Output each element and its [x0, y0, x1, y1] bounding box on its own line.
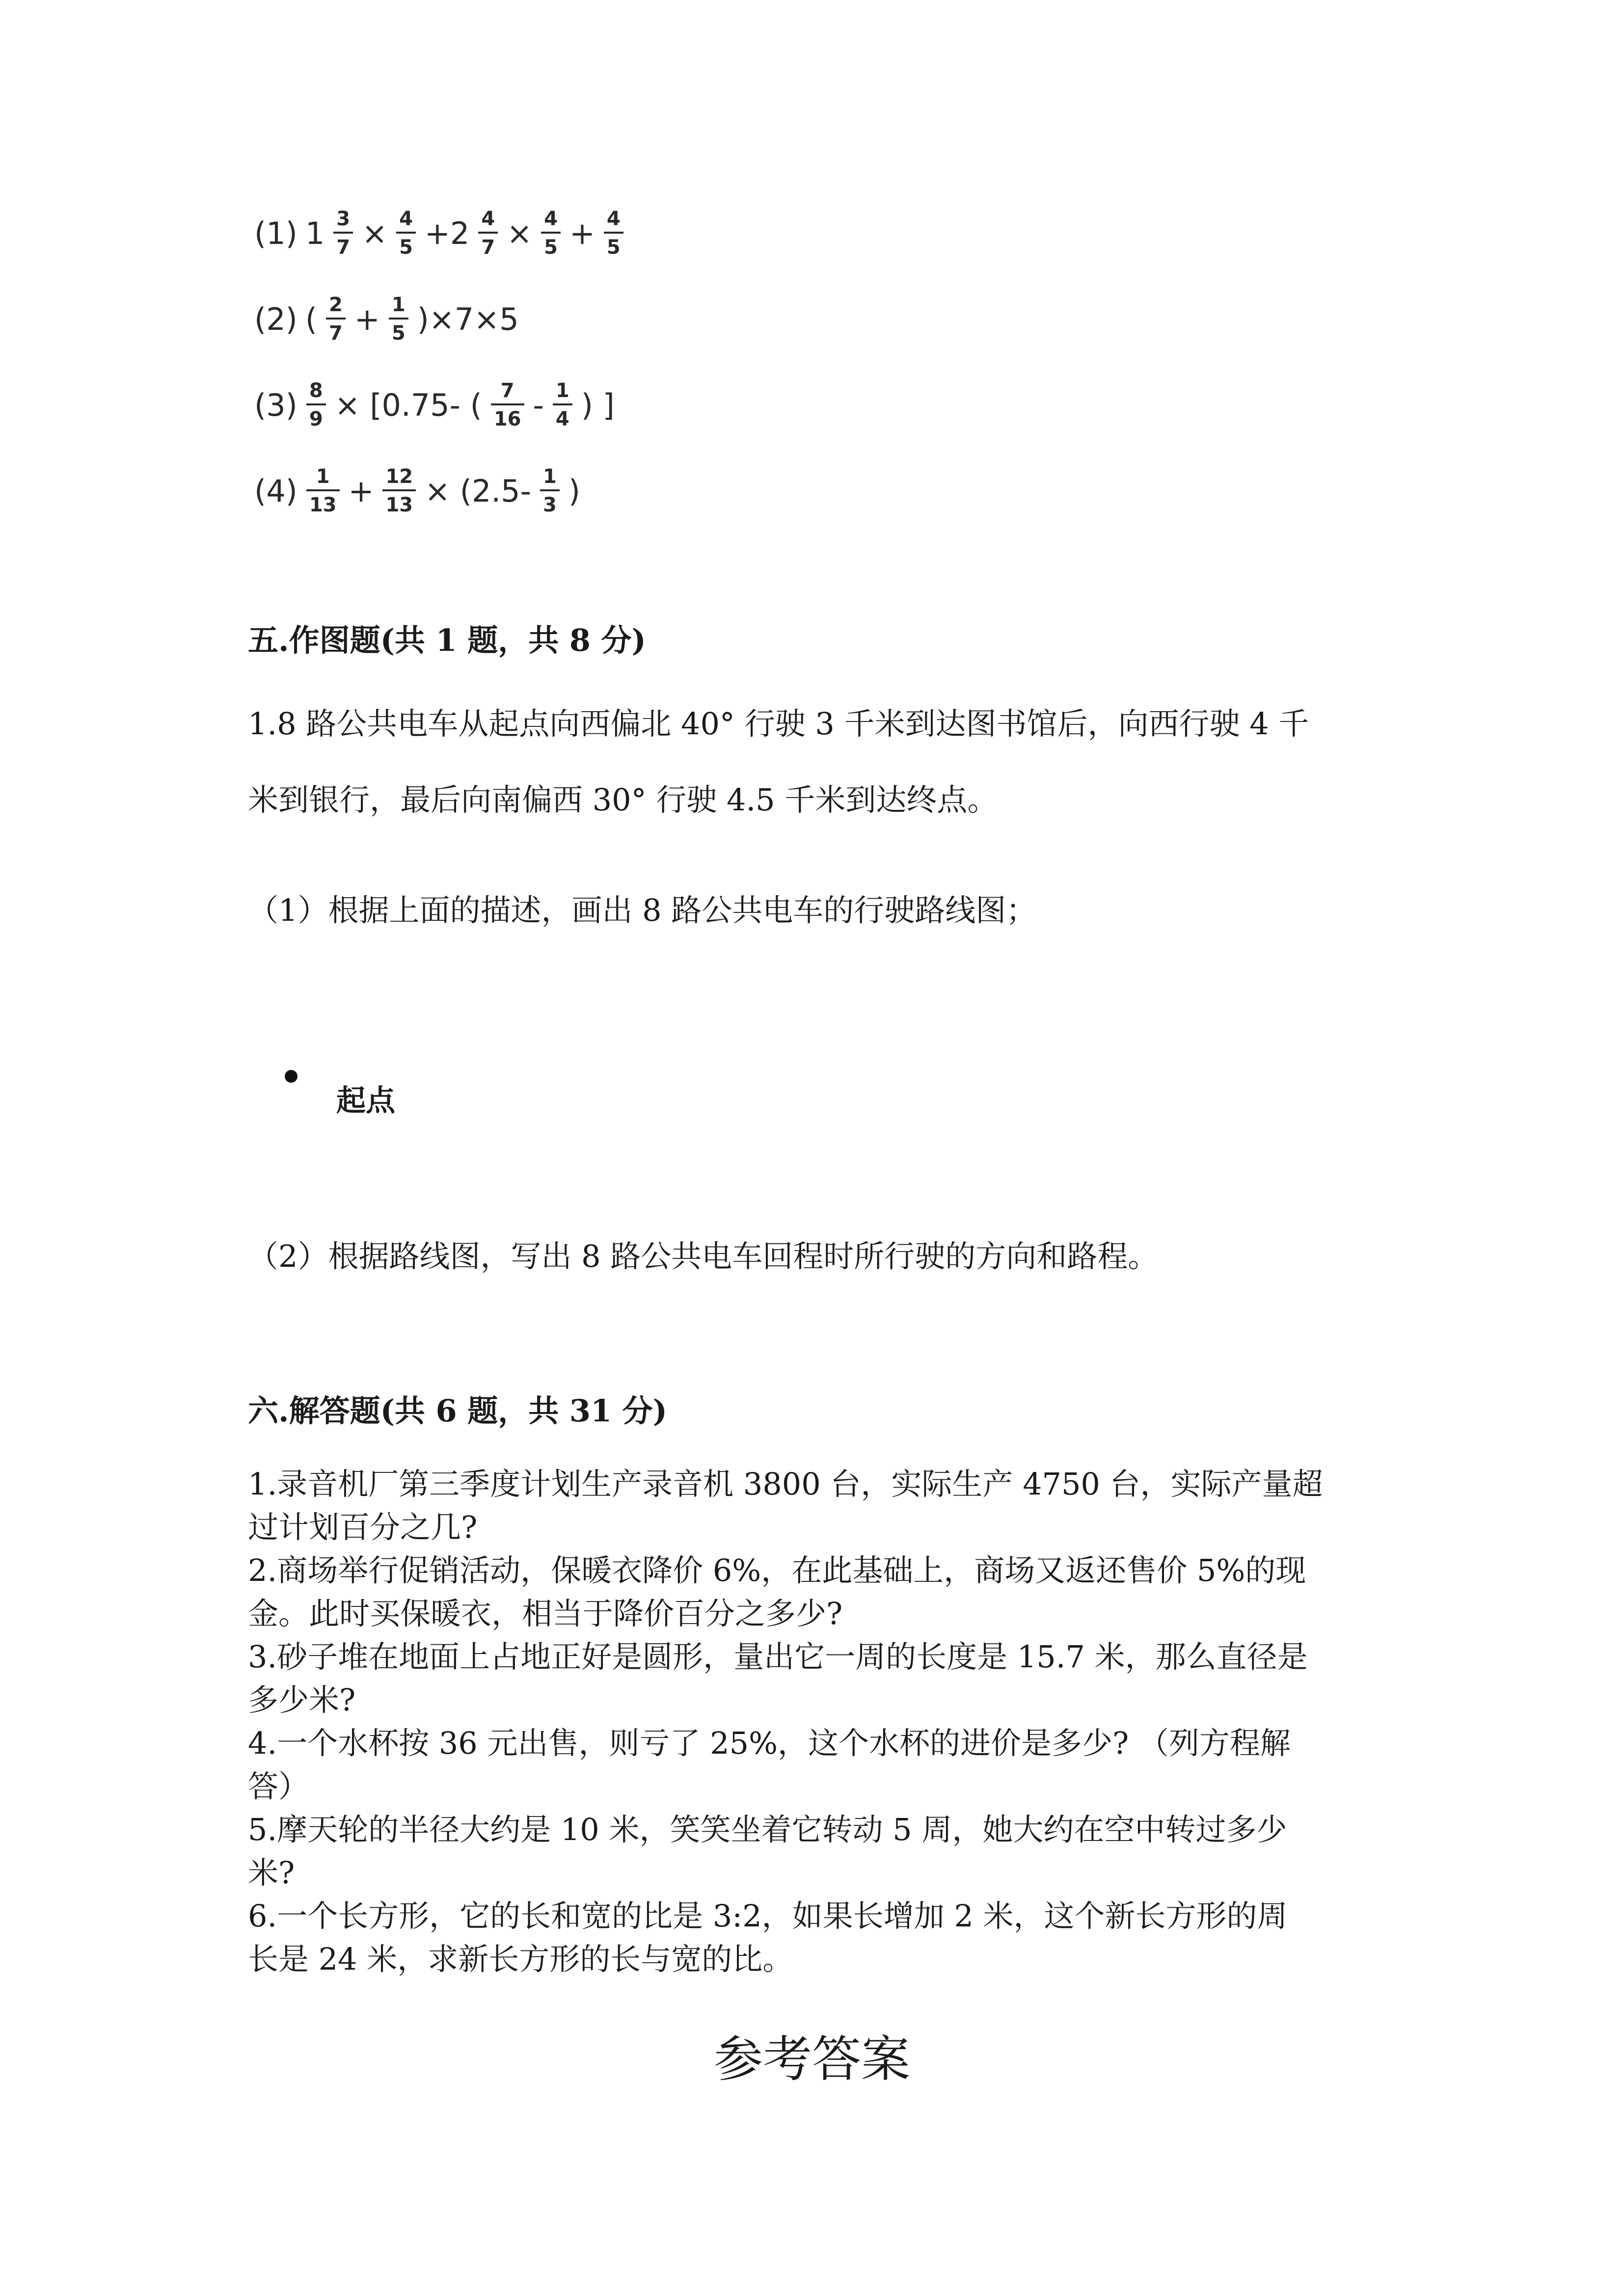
expression-operator: (: [305, 301, 318, 337]
expression-4: [250, 449, 584, 533]
expression-operator: -: [533, 387, 544, 423]
fraction: [491, 381, 524, 429]
fraction: [540, 467, 560, 515]
expression-operator: × (2.5-: [425, 473, 531, 509]
section-6-line: 多少米?: [248, 1682, 356, 1718]
expression-operator: ) ]: [581, 387, 615, 423]
fraction-denominator: 7: [481, 236, 495, 259]
fraction: [382, 467, 416, 515]
fraction: [306, 381, 326, 429]
expression-label: (4): [254, 473, 298, 509]
fraction-numerator: 1: [555, 379, 569, 402]
section-6-line: 过计划百分之几?: [248, 1509, 478, 1545]
fraction-denominator: 5: [399, 236, 413, 259]
fraction-denominator: 13: [385, 494, 413, 516]
fraction-denominator: 3: [542, 494, 557, 516]
fraction-denominator: 4: [555, 408, 569, 430]
section-6-line: 米?: [248, 1855, 295, 1891]
answer-title: 参考答案: [714, 2030, 910, 2088]
section-6-line: 答）: [248, 1768, 309, 1804]
section-6-line: 6.一个长方形，它的长和宽的比是 3:2，如果长增加 2 米，这个新长方形的周: [248, 1898, 1288, 1934]
fraction: [478, 209, 498, 257]
section-5-question-line-2: 米到银行，最后向南偏西 30° 行驶 4.5 千米到达终点。: [248, 782, 998, 818]
fraction-numerator: 3: [336, 208, 351, 230]
fraction-denominator: 13: [309, 494, 337, 516]
section-6-line: 3.砂子堆在地面上占地正好是圆形，量出它一周的长度是 15.7 米，那么直径是: [248, 1639, 1308, 1675]
start-point-label: 起点: [336, 1084, 395, 1118]
expression-operator: ×: [507, 215, 533, 251]
fraction-numerator: 7: [500, 379, 514, 402]
fraction-denominator: 5: [606, 236, 621, 259]
section-5-subquestion-1: （1）根据上面的描述，画出 8 路公共电车的行驶路线图；: [248, 892, 1037, 928]
fraction: [604, 209, 623, 257]
section-6-line: 2.商场举行促销活动，保暖衣降价 6%，在此基础上，商场又返还售价 5%的现: [248, 1552, 1306, 1588]
fraction: [306, 467, 340, 515]
section-5-subquestion-2: （2）根据路线图，写出 8 路公共电车回程时所行驶的方向和路程。: [248, 1238, 1159, 1274]
fraction-numerator: 4: [606, 208, 621, 230]
fraction-numerator: 4: [481, 208, 495, 230]
section-6-heading: 六.解答题(共 6 题，共 31 分): [248, 1393, 668, 1429]
fraction-numerator: 2: [329, 294, 343, 316]
fraction-numerator: 4: [544, 208, 558, 230]
fraction-numerator: 4: [399, 208, 413, 230]
expression-1: [250, 191, 628, 275]
fraction: [326, 295, 346, 343]
fraction-denominator: 7: [336, 236, 351, 259]
fraction-numerator: 1: [542, 465, 557, 488]
fraction-denominator: 7: [329, 322, 343, 345]
expression-label: (3): [254, 387, 298, 423]
start-point-dot: [285, 1070, 298, 1083]
fraction: [553, 381, 572, 429]
fraction: [541, 209, 561, 257]
fraction: [396, 209, 416, 257]
fraction: [389, 295, 408, 343]
section-6-line: 金。此时买保暖衣，相当于降价百分之多少?: [248, 1596, 843, 1631]
expression-operator: +: [569, 215, 595, 251]
fraction-denominator: 5: [544, 236, 558, 259]
fraction-numerator: 12: [385, 465, 413, 488]
expression-operator: × [0.75- (: [334, 387, 482, 423]
fraction: [333, 209, 353, 257]
expression-label: (2): [254, 301, 298, 337]
expression-2: [250, 277, 523, 361]
section-5-heading: 五.作图题(共 1 题，共 8 分): [248, 622, 646, 658]
fraction-denominator: 5: [391, 322, 406, 345]
expression-operator: )×7×5: [417, 301, 519, 337]
fraction-denominator: 16: [493, 408, 521, 430]
expression-operator: +: [354, 301, 380, 337]
section-6-line: 4.一个水杯按 36 元出售，则亏了 25%，这个水杯的进价是多少? （列方程解: [248, 1725, 1291, 1761]
fraction-numerator: 1: [316, 465, 330, 488]
section-5-question-line-1: 1.8 路公共电车从起点向西偏北 40° 行驶 3 千米到达图书馆后，向西行驶 4 千: [248, 706, 1309, 742]
expression-operator: +: [348, 473, 374, 509]
section-6-line: 5.摩天轮的半径大约是 10 米，笑笑坐着它转动 5 周，她大约在空中转过多少: [248, 1812, 1287, 1847]
fraction-denominator: 9: [309, 408, 323, 430]
section-6-line: 1.录音机厂第三季度计划生产录音机 3800 台，实际生产 4750 台，实际产量超: [248, 1466, 1323, 1502]
expression-label: (1): [254, 215, 298, 251]
expression-operator: +2: [424, 215, 470, 251]
expression-operator: ×: [362, 215, 388, 251]
expression-3: [250, 363, 619, 447]
fraction-numerator: 8: [309, 379, 323, 402]
expression-operator: 1: [305, 215, 325, 251]
expression-operator: ): [568, 473, 580, 509]
fraction-numerator: 1: [391, 294, 406, 316]
section-6-line: 长是 24 米，求新长方形的长与宽的比。: [248, 1941, 793, 1977]
